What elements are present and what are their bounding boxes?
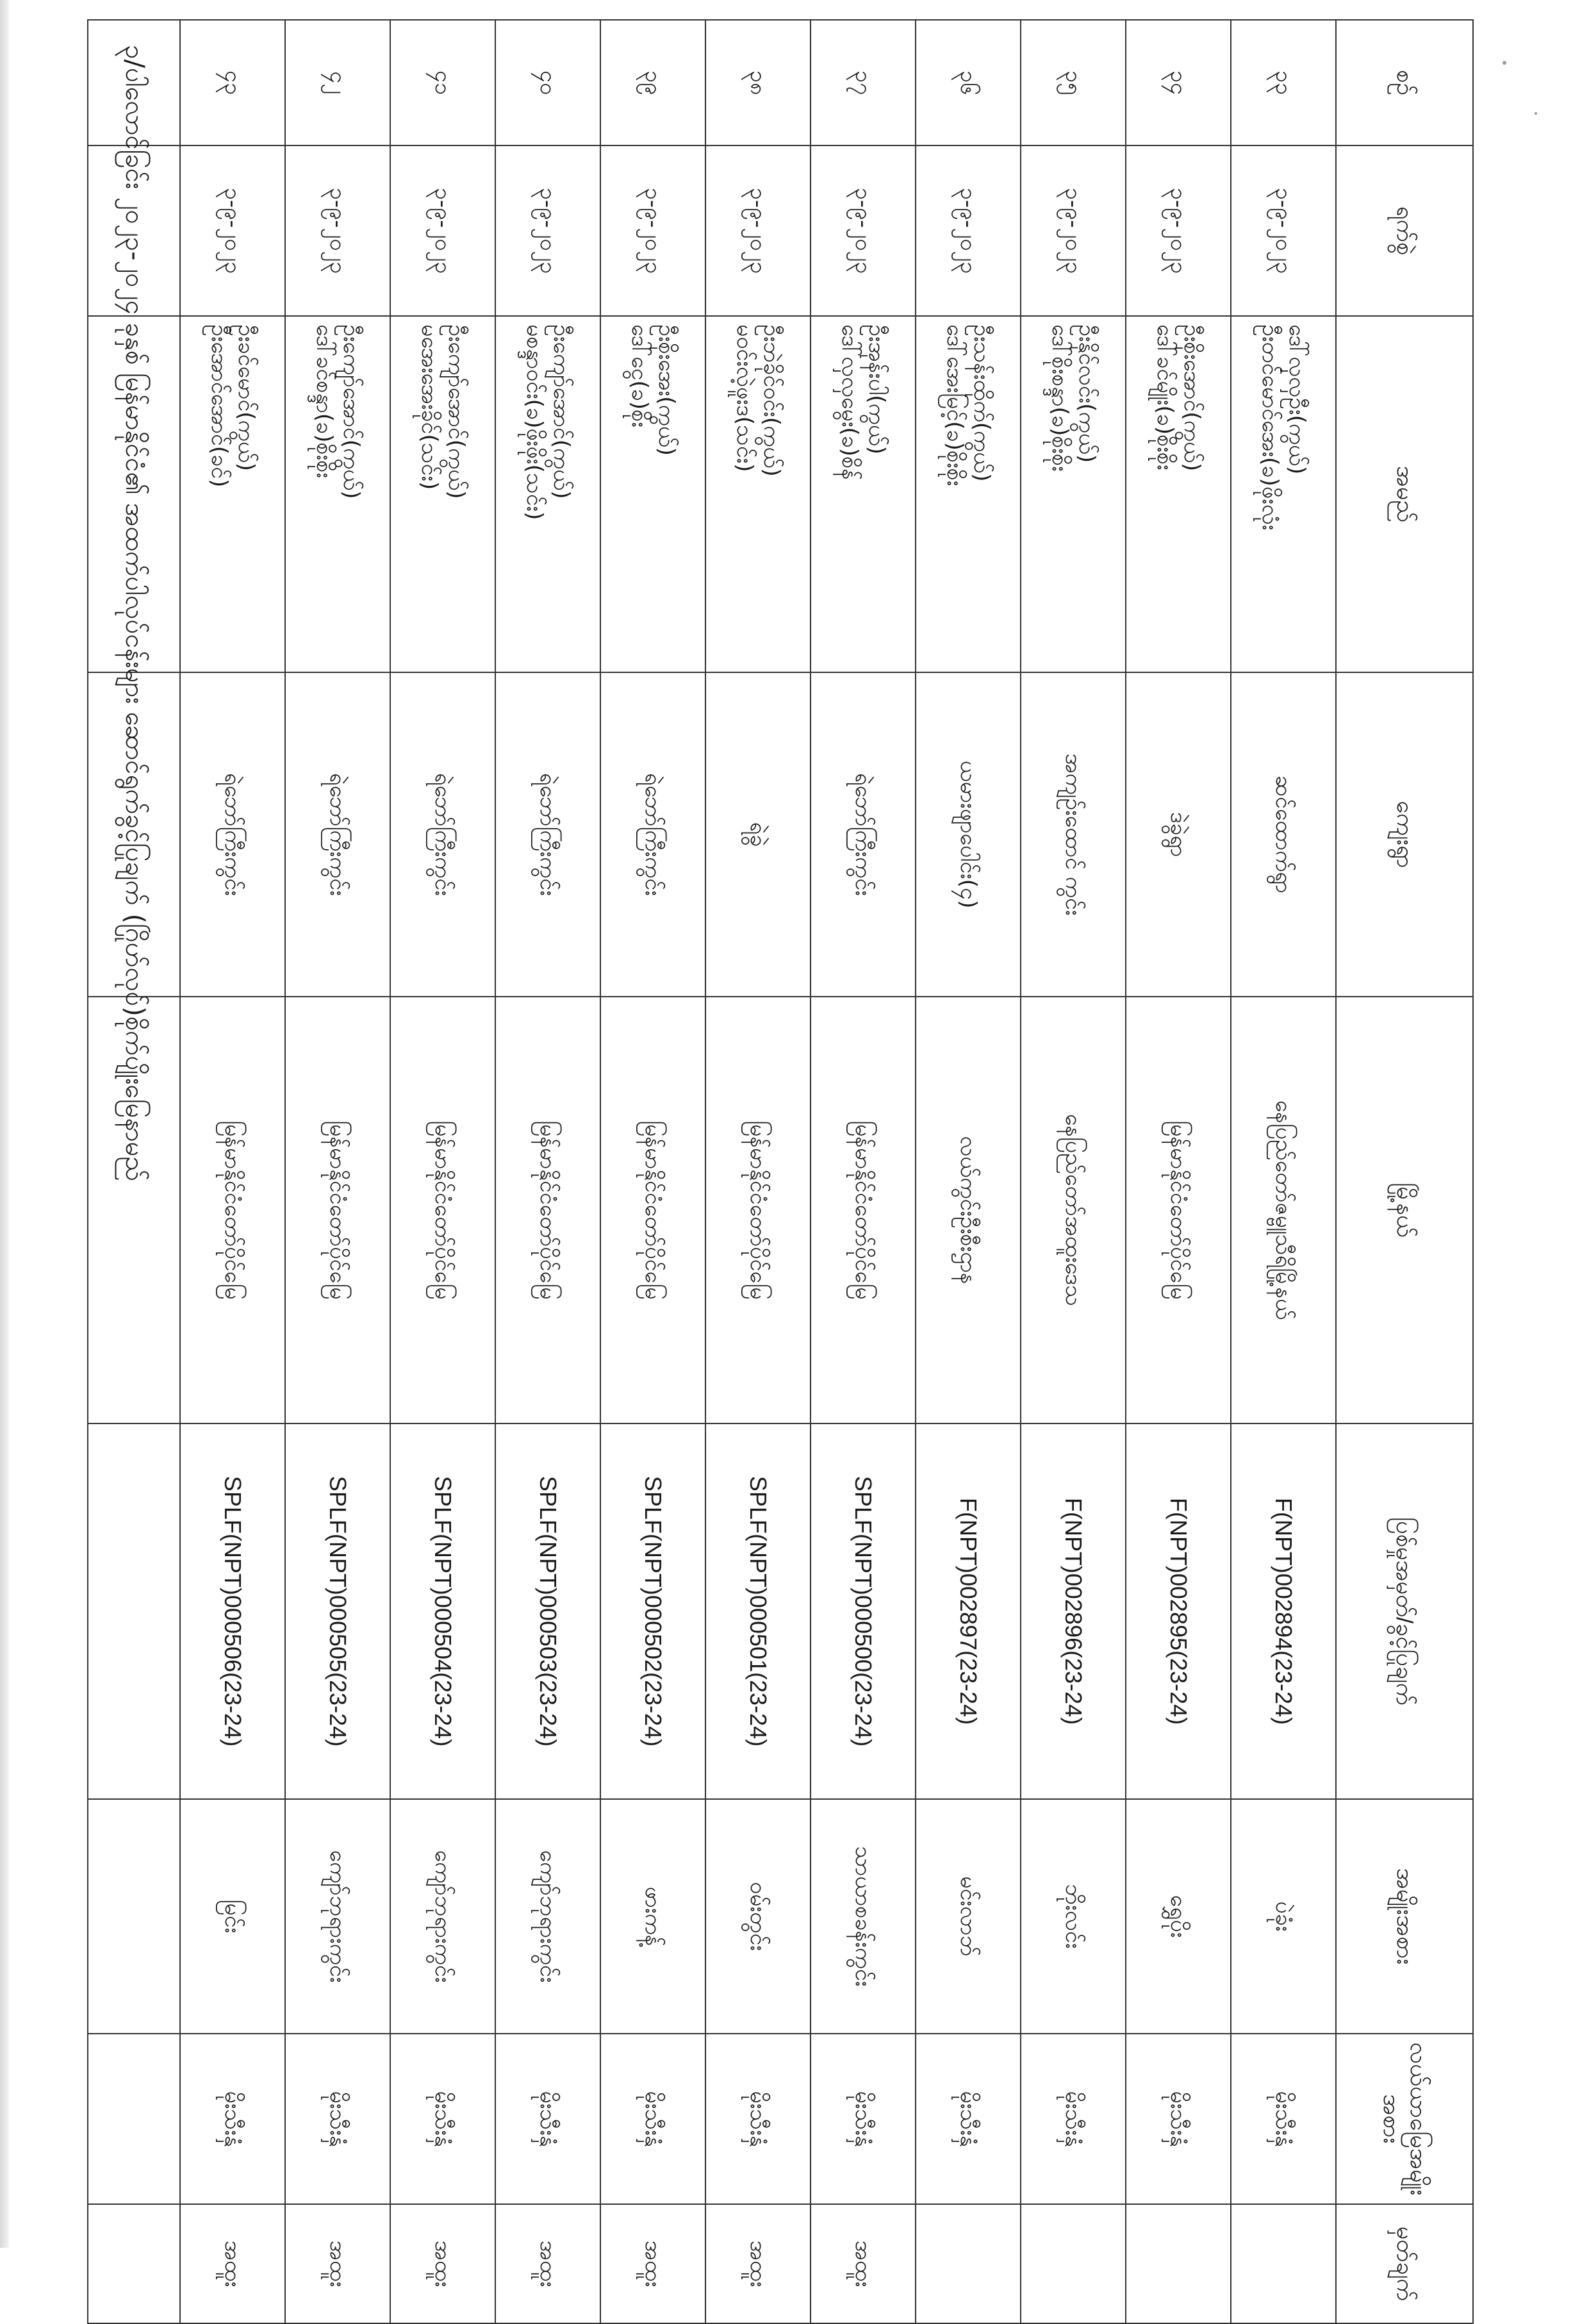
cell-code: SPLF(NPT)000503(23-24) (495, 1423, 600, 1799)
cell-no: ၃၄ (1126, 20, 1231, 145)
table-row (495, 20, 600, 2323)
header-village: ကျေးရွာ (1336, 672, 1473, 997)
cell-kind: ကျော်ဘုရားကွင်း (285, 1799, 390, 2034)
cell-remark (1231, 2204, 1336, 2323)
cell-kind: မြင်း (180, 1799, 285, 2034)
cell-remark: အထူး (495, 2204, 600, 2323)
cell-date: ၃-၉-၂၀၂၃ (495, 145, 600, 316)
name-line-1: ဦးနိုင်လင်း(ကွယ်) (1074, 324, 1099, 463)
cell-code: SPLF(NPT)000502(23-24) (600, 1423, 705, 1799)
cell-no: ၃၆ (916, 20, 1021, 145)
cell-category: မိုးသီးနှံ (390, 2034, 495, 2204)
cell-name (285, 316, 390, 672)
name-line-1: ဦးခင်မောင်(ကွယ်) (233, 324, 259, 472)
name-line-2: ဒေါ်ငွေ(ခ)စိုး (627, 324, 652, 427)
cell-name (390, 316, 495, 672)
cell-township: မြန်မာနိုင်ငံတော်ပိုင်မြေ (811, 997, 916, 1423)
cell-code: F(NPT)002897(23-24) (916, 1423, 1021, 1799)
name-line-2: ဒေါ်အေးမြင့်(ခ)စိုးစိုး (942, 324, 967, 486)
name-line-1: ဦးကျော်အောင်(ကွယ်) (548, 324, 574, 499)
cell-no: ၄၀ (495, 20, 600, 145)
cell-village: ရဲဘော်ကြီးကွင်း (495, 672, 600, 997)
table-row (1021, 20, 1126, 2323)
cell-village: ရဲခွဲ (705, 672, 811, 997)
cell-kind: ကျော်ဘုရားကွင်း (495, 1799, 600, 2034)
cell-kind: ဝမ်းတွင်း (705, 1799, 811, 2034)
cell-category: မိုးသီးနှံ (600, 2034, 705, 2204)
document-title: ၃/ပါလောင်ခြင်း ၂၀၂၃-၂၀၂၄ ခုနှစ် မြန်မာနိုင်ငံ၏ အထက်ပါလုပ်ငန်းများ ဆောင်ရွက်ခွင့်ပြုချက် (ဂြိုဟ်လုပ်)စိုက်ပျိုးမြေနာမည် (120, 45, 149, 1182)
cell-township: မြန်မာနိုင်ငံတော်ပိုင်မြေ (600, 997, 705, 1423)
cell-kind: ရွှေပိုး (1126, 1799, 1231, 2034)
cell-date: ၃-၉-၂၀၂၃ (705, 145, 811, 316)
name-line-1: ဦးစိုးအေး(ကွယ်) (654, 324, 679, 456)
cell-category: မိုးသီးနှံ (285, 2034, 390, 2204)
cell-village: ရဲဘော်ကြီးကွင်း (811, 672, 916, 997)
name-line-2: ဦးတင်မောင်အေး(ခ)ဖိုးလုံး (1257, 324, 1283, 531)
table-row (600, 20, 705, 2323)
table-row (390, 20, 495, 2323)
cell-village: ရဲဘော်ကြီးကွင်း (600, 672, 705, 997)
cell-no: ၄၂ (285, 20, 390, 145)
cell-date: ၃-၉-၂၀၂၃ (600, 145, 705, 316)
cell-remark: အထူး (390, 2204, 495, 2323)
name-line-2: ဒေါ်ခင်စန္ဒာ(ခ)စိုးစိုး (311, 324, 337, 479)
cell-village: ရဲဘော်ကြီးကွင်း (180, 672, 285, 997)
cell-remark: အထူး (285, 2204, 390, 2323)
name-line-2: ဦးအောင်အောင်(ခင်) (206, 324, 232, 488)
cell-township: လယ်ကွင်းဦးစီးဌာန (916, 997, 1021, 1423)
cell-name (811, 316, 916, 672)
name-line-2: ဒေါ်လှလှမွေး(ခ)စိန် (837, 324, 862, 480)
cell-date: ၃-၉-၂၀၂၃ (1021, 145, 1126, 316)
cell-category: မိုးသီးနှံ (495, 2034, 600, 2204)
cell-name (495, 316, 600, 672)
cell-no: ၃၇ (811, 20, 916, 145)
cell-village: ယမားဖျာပေါင်း(၄) (916, 672, 1021, 997)
cell-category: မိုးသီးနှံ (916, 2034, 1021, 2204)
cell-village: ဒဲခွဲရွာ (1126, 672, 1231, 997)
rotated-sheet (103, 19, 1474, 2302)
cell-date: ၃-၉-၂၀၂၃ (916, 145, 1021, 316)
cell-date: ၃-၉-၂၀၂၃ (180, 145, 285, 316)
cell-category: မိုးသီးနှံ (811, 2034, 916, 2204)
cell-village: ရဲဘော်ကြီးကွင်း (285, 672, 390, 997)
header-category: လယ်ယာမြေအမျိုးအစား (1336, 2034, 1473, 2204)
scan-edge (0, 0, 9, 2248)
cell-no: ၄၃ (180, 20, 285, 145)
empty-cell (88, 2204, 180, 2323)
cell-code: F(NPT)002894(23-24) (1231, 1423, 1336, 1799)
cell-kind: သာယာစခန်းကွင်း (811, 1799, 916, 2034)
cell-no: ၃၃ (1231, 20, 1336, 145)
cell-township: နေပြည်တော်အထူးဒေသ (1021, 997, 1126, 1423)
name-line-1: ဦးသန်းထိုက်(ကွယ်) (969, 324, 994, 482)
name-line-1: ဦးစိုးအောင်(ကွယ်) (1179, 324, 1205, 472)
header-name: အမည် (1336, 316, 1473, 672)
cell-code: SPLF(NPT)000506(23-24) (180, 1423, 285, 1799)
table-row (916, 20, 1021, 2323)
cell-code: SPLF(NPT)000501(23-24) (705, 1423, 811, 1799)
cell-township: မြန်မာနိုင်ငံတော်ပိုင်မြေ (285, 997, 390, 1423)
cell-remark: အထူး (811, 2204, 916, 2323)
cell-remark: အထူး (600, 2204, 705, 2323)
cell-date: ၃-၉-၂၀၂၃ (390, 145, 495, 316)
cell-township: မြန်မာနိုင်ငံတော်ပိုင်မြေ (1126, 997, 1231, 1423)
name-line-2: မစန္ဒာဝင်း(ခ)ဖိုးဖိုး(သင်း) (522, 324, 547, 520)
cell-code: SPLF(NPT)000500(23-24) (811, 1423, 916, 1799)
cell-village: ဆင်ထောက်ရွာ (1231, 672, 1336, 997)
table-row (180, 20, 285, 2323)
cell-category: မိုးသီးနှံ (1021, 2034, 1126, 2204)
cell-kind: ကျော်ဘုရားကွင်း (390, 1799, 495, 2034)
cell-category: မိုးသီးနှံ (705, 2034, 811, 2204)
scan-speck (1535, 112, 1537, 115)
cell-no: ၃၉ (600, 20, 705, 145)
cell-kind: ဘိုးလင်း (1021, 1799, 1126, 2034)
cell-township: မြန်မာနိုင်ငံတော်ပိုင်မြေ (495, 997, 600, 1423)
cell-remark: အထူး (180, 2204, 285, 2323)
name-line-2: ဒေါ်စိုးစန္ဒာ(ခ)စိုးစိုး (1047, 324, 1073, 472)
name-line-1: ဒေါ်လှလှဦး(ကွယ်) (1284, 324, 1310, 475)
cell-remark: အထူး (705, 2204, 811, 2323)
cell-category: မိုးသီးနှံ (1126, 2034, 1231, 2204)
cell-name (705, 316, 811, 672)
cell-code: F(NPT)002895(23-24) (1126, 1423, 1231, 1799)
table-row (285, 20, 390, 2323)
name-line-1: ဦးဘဲခိုင်ဝင်း(ကွယ်) (759, 324, 784, 477)
header-row (1336, 20, 1473, 2323)
cell-township: မြန်မာနိုင်ငံတော်ပိုင်မြေ (180, 997, 285, 1423)
header-no: စဉ် (1336, 20, 1473, 145)
cell-category: မိုးသီးနှံ (1231, 2034, 1336, 2204)
table-row (705, 20, 811, 2323)
cell-township: နေပြည်တော်ဇမ္ဗူသီရိမြို့နယ် (1231, 997, 1336, 1423)
table-row (1126, 20, 1231, 2323)
cell-name (916, 316, 1021, 672)
cell-no: ၃၅ (1021, 20, 1126, 145)
cell-kind: ပဲခုံး (1231, 1799, 1336, 2034)
scan-speck (1503, 61, 1506, 65)
header-remark: မှတ်ချက် (1336, 2204, 1473, 2323)
cell-remark (1126, 2204, 1231, 2323)
name-line-2: မဝင်းလဲ့ဖူးဒ(သင်း) (732, 324, 757, 472)
table-body (88, 20, 1336, 2323)
name-line-1: ဦးအုန်းပါ(ကွယ်) (864, 324, 889, 455)
cell-date: ၃-၉-၂၀၂၃ (1126, 145, 1231, 316)
land-register-table (87, 19, 1474, 2324)
cell-kind: မင်းလာဘ် (916, 1799, 1021, 2034)
cell-category: မိုးသီးနှံ (180, 2034, 285, 2204)
cell-kind: ဖားကန့် (600, 1799, 705, 2034)
name-line-1: ဦးကျော်အောင်(ကွယ်) (338, 324, 364, 499)
name-line-1: ဦးကျော်အောင်(ကွယ်) (443, 324, 469, 499)
cell-name (1126, 316, 1231, 672)
cell-code: SPLF(NPT)000505(23-24) (285, 1423, 390, 1799)
table-row (1231, 20, 1336, 2323)
header-township: မြို့နယ် (1336, 997, 1473, 1423)
cell-code: SPLF(NPT)000504(23-24) (390, 1423, 495, 1799)
cell-date: ၃-၉-၂၀၂၃ (811, 145, 916, 316)
cell-name (1231, 316, 1336, 672)
cell-remark (1021, 2204, 1126, 2323)
header-date: ရက်စွဲ (1336, 145, 1473, 316)
cell-name (1021, 316, 1126, 672)
cell-township: မြန်မာနိုင်ငံတော်ပိုင်မြေ (705, 997, 811, 1423)
cell-village: ရဲဘော်ကြီးကွင်း (390, 672, 495, 997)
name-line-2: ဒေါ်ခင်မျိုး(ခ)စိုးစိုး (1152, 324, 1178, 470)
cell-no: ၃၈ (705, 20, 811, 145)
cell-code: F(NPT)002896(23-24) (1021, 1423, 1126, 1799)
cell-name (180, 316, 285, 672)
cell-date: ၃-၉-၂၀၂၃ (1231, 145, 1336, 316)
header-code: ပြစ်မှုအမှတ်/ခွင့်ပြုချက် (1336, 1423, 1473, 1799)
table-row (811, 20, 916, 2323)
name-line-2: မအေးအေးခိုင်(သင်း) (416, 324, 442, 490)
cell-name (600, 316, 705, 672)
cell-no: ၄၁ (390, 20, 495, 145)
cell-village: အကျဉ်းထောင် ကွင်း (1021, 672, 1126, 997)
cell-remark (916, 2204, 1021, 2323)
cell-township: မြန်မာနိုင်ငံတော်ပိုင်မြေ (390, 997, 495, 1423)
cell-date: ၃-၉-၂၀၂၃ (285, 145, 390, 316)
header-kind: အမျိုးအစား (1336, 1799, 1473, 2034)
